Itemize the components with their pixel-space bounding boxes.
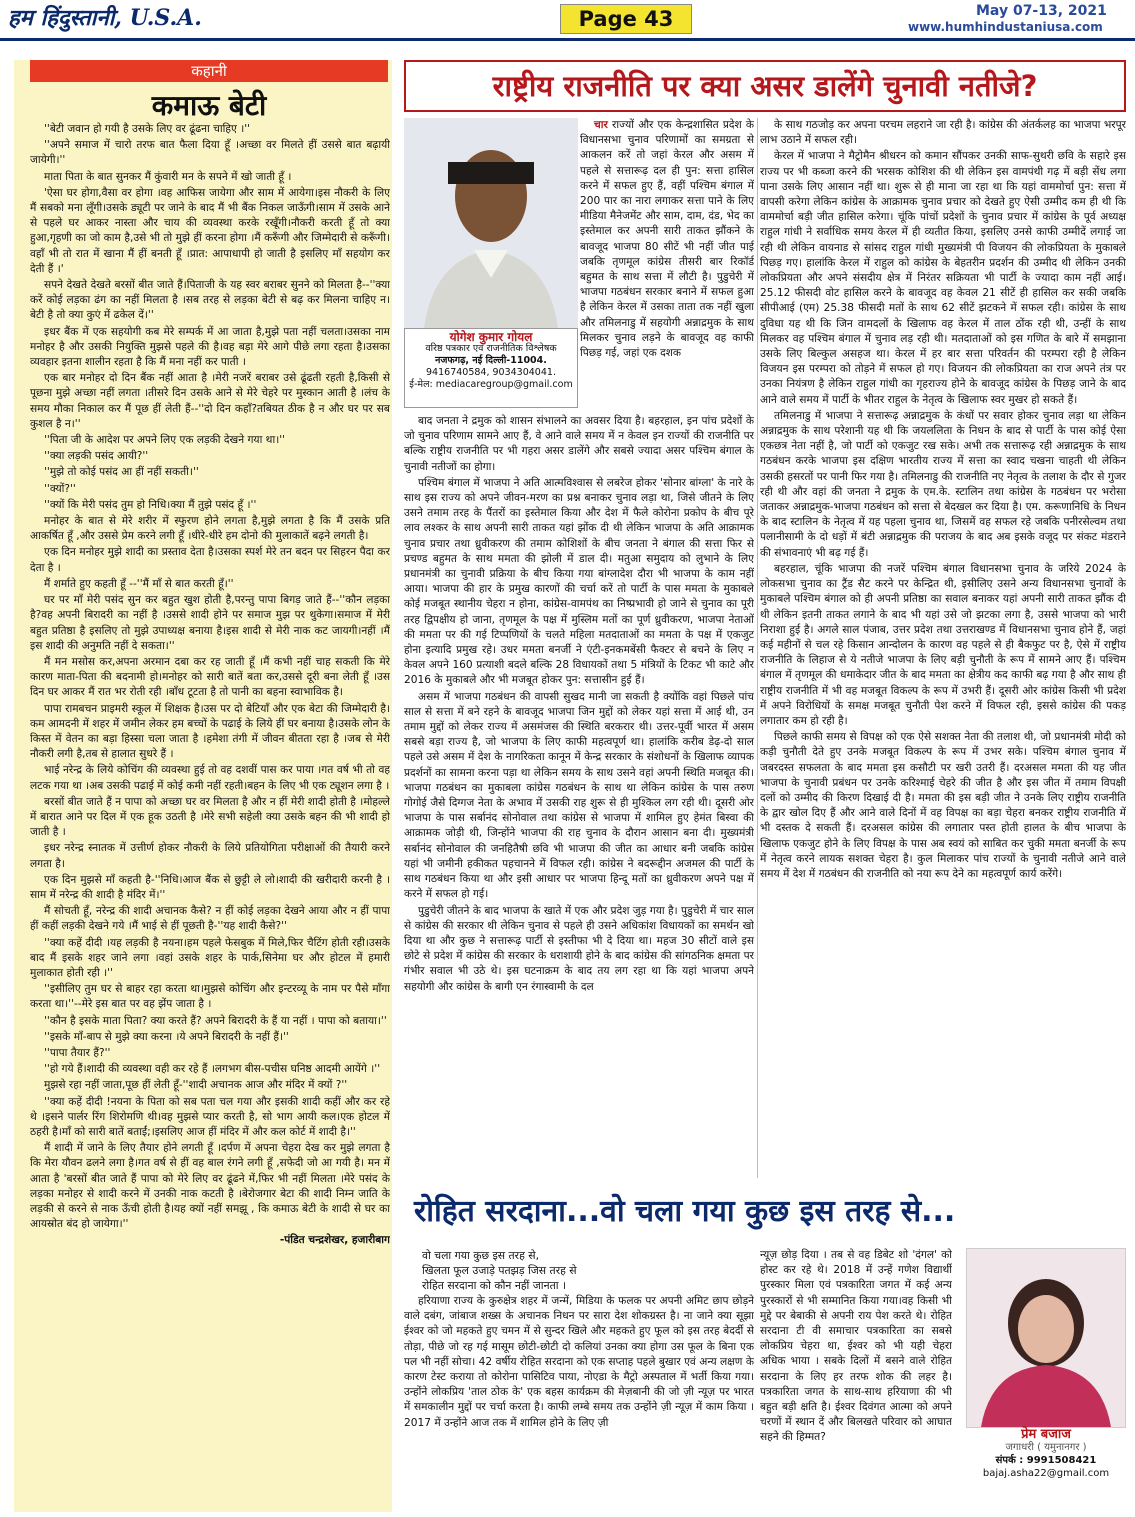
- column-divider: [757, 118, 758, 1178]
- story-paragraph: ''इसीलिए तुम घर से बाहर रहा करता था।मुझसे कोचिंग और इन्टरव्यू के नाम पर पैसे माँगा करता था।''--मेरे इस बात पर वह झेंप जाता है ।: [30, 983, 390, 1011]
- poem-line: रोहित सरदाना को कौन नहीं जानता ।: [422, 1279, 567, 1293]
- story-paragraph: इधर बैंक में एक सहयोगी कब मेरे सम्पर्क में आ जाता है,मुझे पता नहीं चलता।उसका नाम मनोहर है और उसकी नियुक्ति मुझसे पहले की है।वह बड़ा मेरे आगे पीछे लगा रहता है।उसका व्यवहार इतना शालीन रहता है कि मैं मना नहीं कर पाती ।: [30, 325, 390, 369]
- person-icon: [967, 1249, 1125, 1427]
- story-paragraph: ''क्यों?'': [44, 482, 76, 495]
- story-paragraph: एक बार मनोहर दो दिन बैंक नहीं आता है ।मेरी नजरें बराबर उसे ढूंढती रहती है,किसी से पूछना मुझे अच्छा नहीं लगता ।तीसरे दिन उसके आने से मेरे चेहरे पर मुस्कान आती है ।लंच के समय मौका निकाल कर मैं पूछ हीं लेती हैं--''दो दिन कहाँ?तबियत ठीक है न और घर पर सब कुशल है न।'': [30, 372, 390, 430]
- story-paragraph: ''पापा तैयार हैं?'': [44, 1046, 111, 1059]
- contributor-caption: [966, 1428, 1126, 1508]
- story-paragraph: सपने देखते देखते बरसों बीत जाते हैं।पिताजी के यह स्वर बराबर सुनने को मिलता है--''क्या करें कोई लड़का ढंग का नहीं मिलता है ।सब तरह से लड़का बेटी से बढ़ कर मिलना चाहिए न।बेटी है तो क्या कुएं में ढकेल दें।'': [30, 279, 390, 322]
- poem-line: खिलता फूल उजाड़े पतझड़ जिस तरह से: [422, 1264, 577, 1278]
- story-paragraph: मैं सोचती हूँ, नरेन्द्र की शादी अचानक कैसे? न हीं कोई लड़का देखने आया और न हीं पापा हीं कहीं लड़की देखने गये ।मैं भाई से हीं पूछती है-''यह शादी कैसे?'': [30, 905, 390, 933]
- story-paragraph: पापा रामबचन प्राइमरी स्कूल में शिक्षक है।उस पर दो बेटियाँ और एक बेटा की जिम्मेदारी है। कम आमदनी में शहर में जमीन लेकर हम बच्चों के पढाई के लिये हीं घर बनाया है।उसके लोन के किस्त में वेतन का बड़ा हिस्सा चला जाता है ।हमेशा तंगी में जीवन बीतता रहा है ।जब से मेरी नौकरी लगी है,तब से हालात सुधरे हैं ।: [30, 702, 390, 761]
- tribute-text-2: न्यूज़ छोड़ दिया । तब से वह डिबेट शो 'दंगल' को होस्ट कर रहे थे। 2018 में उन्हें गणेश विद्यार्थी पुरस्कार मिला एवं पत्रकारिता जगत में कई अन्य पुरस्कारों से भी सम्मानित किया गया।वह किसी भी मुद्दे पर बेबाकी से अपनी राय पेश करते थे। रोहित सरदाना टी वी समाचार पत्रकारिता का सबसे लोकप्रिय चेहरा था, ईश्वर को भी यही चेहरा अधिक भाया । सबके दिलों में बसने वाले रोहित सरदाना के लिए हर तरफ शोक की लहर है। पत्रकारिता जगत के साथ-साथ हरियाणा की भी बहुत बड़ी क्षति है। ईश्वर दिवंगत आत्मा को अपने चरणों में स्थान दें और बिलखते परिवार को आघात सहने की हिम्मत?: [760, 1249, 952, 1444]
- story-paragraph: मैं शादी में जाने के लिए तैयार होने लगती हूँ ।दर्पण में अपना चेहरा देख कर मुझे लगता है कि मेरा यौवन ढलने लगा है।गत वर्ष से हीं वह बाल रंगने लगी हूँ ,सफेदी जो आ गयी है। मन में आता है 'बरसों बीत जाते हैं पापा को मेरे लिए वर ढूंढने में,फिर भी नहीं मिलता ।मेरे पसंद के लड़का मनोहर से शादी करने में उनकी नाक कटती है ।बेरोजगार बेटा की शादी निम्न जाति के लड़की से करने से नाक ऊँची होती है।यह क्यों नहीं समझू , कि कमाऊ बेटी के शादी से घर का आयस्रोत बंद हो जायेगा।'': [30, 1142, 390, 1231]
- story-paragraph: ''हो गये हैं।शादी की व्यवस्था वही कर रहे हैं ।लगभग बीस-पचीस घनिष्ठ आदमी आयेंगे ।'': [44, 1063, 381, 1076]
- article-intro: राज्यों और एक केन्द्रशासित प्रदेश के विधानसभा चुनाव परिणामों का समग्रता से आकलन करें तो जहां केरल और असम में पहले से सत्तारूढ़ दल ही पुन: सत्ता हासिल करने में सफल हुए हैं, वहीं पश्चिम बंगाल में 200 पार का नारा लगाकर सत्ता पाने के लिए मीडिया मैनेजमेंट और साम, दाम, दंड, भेद का इस्तेमाल कर अपनी सारी ताकत झौंकने के बावजूद भाजपा 80 सीटें भी नहीं जीत पाई जबकि तृणमूल कांग्रेस तीसरी बार रिकॉर्ड बहुमत के साथ सत्ता में लौटी है। पुडुचेरी में भाजपा गठबंधन सरकार बनाने में सफल हुआ है लेकिन केरल में उसका ताता तक नहीं खुला और तमिलनाडु में सहयोगी अन्नाद्रमुक के साथ मिलकर चुनाव लड़ने के बावजूद वह काफी पिछड़ गई, जहां एक दशक: [580, 119, 754, 360]
- article-column-1: [404, 414, 754, 1178]
- article-paragraph: तमिलनाडु में भाजपा ने सत्तारूढ़ अन्नाद्रमुक के कंधों पर सवार होकर चुनाव लड़ा था लेकिन अन्नाद्रमुक के साथ परेशानी यह थी कि जयललिता के निधन के बाद से पार्टी के पास कोई ऐसा एकछत्र नेता नहीं है, जो पार्टी को एकजुट रख सके। अभी तक सत्तारूढ़ रही अन्नाद्रमुक के साथ गठबंधन करके भाजपा इस दक्षिण भारतीय राज्य में सत्ता का स्वाद चखना चाहती थी लेकिन उसकी हसरतों पर पानी फिर गया है। तमिलनाडु की राजनीति नए नेतृत्व के तलाश के दौर से गुजर रही थी और वहां की जनता ने द्रमुक के एम.के. स्टालिन तथा कांग्रेस के गठबंधन पर भरोसा जताकर अन्नाद्रमुक-भाजपा गठबंधन को सत्ता से बेदखल कर दिया है। एम. करूणानिधि के निधन के बाद स्टालिन के नेतृत्व में यह पहला चुनाव था, जिसमें वह सफल रहे जबकि पनीरसेल्वम तथा पलानीसामी के दो धड़ों में बंटी अन्नाद्रमुक की पराजय के बाद अब इसके वजूद पर संकट मंडराने की संभावनाएं भी बढ़ गई हैं।: [760, 409, 1126, 559]
- contributor-phone: संपर्क : 9991508421: [995, 1455, 1097, 1466]
- story-paragraph: ''क्यों कि मेरी पसंद तुम हो निधि।क्या मैं तुझे पसंद हूँ ।'': [44, 498, 257, 511]
- tribute-column-1: [404, 1294, 754, 1504]
- article-paragraph: बहरहाल, चूंकि भाजपा की नजरें पश्चिम बंगाल विधानसभा चुनाव के जरिये 2024 के लोकसभा चुनाव का ट्रैंड सैट करने पर केन्द्रित थी, इसीलिए उसने अन्य विधानसभा चुनावों के मुकाबले पश्चिम बंगाल को ही अपनी प्रतिष्ठा का सवाल बनाकर यहां अपनी सारी ताकत झौंक दी थी लेकिन इतनी ताकत लगाने के बाद भी यहां उसे जो झटका लगा है, उससे भाजपा को भारी निराशा हुई है। अगले साल पंजाब, उत्तर प्रदेश तथा उत्तराखण्ड में विधानसभा चुनाव होने हैं, जहां कई महीनों से चल रहे किसान आन्दोलन के कारण वह पहले से ही बैकफुट पर है, ऐसे में राष्ट्रीय राजनीति के लिहाज से ये नतीजे भाजपा के लिए बड़ी चुनौती के रूप में सामने आए हैं। पश्चिम बंगाल में तृणमूल की धमाकेदार जीत के बाद ममता का क्षेत्रीय कद काफी बढ़ गया है और साथ ही राष्ट्रीय राजनीति में भी वह मजबूत विकल्प के रूप में उभरी हैं। दूसरी ओर कांग्रेस किसी भी प्रदेश में अपने विरोधियों के समक्ष मजबूत चुनौती पेश करने में विफल रही, इससे कांग्रेस की पकड़ लगातार कम हो रही है।: [760, 562, 1126, 727]
- story-paragraph: एक दिन मनोहर मुझे शादी का प्रस्ताव देता है।उसका स्पर्श मेरे तन बदन पर सिहरन पैदा कर देता है ।: [30, 546, 390, 574]
- story-paragraph: ''इसके माँ-बाप से मुझे क्या करना ।ये अपने बिरादरी के नहीं हैं।'': [44, 1030, 289, 1043]
- contributor-location: जगाधरी ( यमुनानगर ): [1005, 1442, 1087, 1453]
- tribute-text: हरियाणा राज्य के कुरुक्षेत्र शहर में जन्में, मिडिया के फलक पर अपनी अमिट छाप छोड़ने वाले दबंग, जांबाज शख्स के अचानक निधन पर सारा देश शोकग्रस्त है। ना जाने क्या सूझा ईश्वर को जो महकते हुए चमन में से सुन्दर खिले और महकते हुए फूल को इस तरह बेदर्दी से तोड़ा, पीछे जो रह गई मासूम छोटी-छोटी दो कलियां उनका क्या होगा उस फूल के बिना एक पल भी नहीं सोचा। 42 वर्षीय रोहित सरदाना को एक सप्ताह पहले बुखार एवं अन्य लक्षण के कारण टेस्ट कराया तो कोरोना पासिटिव पाया, नोएडा के मैट्रो अस्पताल में भर्ती किया गया। उन्होंने लोकप्रिय 'ताल ठोक के' एक बहस कार्यक्रम की मेज़बानी की जो ज़ी न्यूज़ पर भारत में समकालीन मुद्दों पर चर्चा करता है। काफी लम्बे समय तक उन्होंने ज़ी न्यूज़ में काम किया । 2017 में उन्होंने आज तक में शामिल होने के लिए ज़ी: [404, 1295, 754, 1429]
- article-paragraph: बाद जनता ने द्रमुक को शासन संभालने का अवसर दिया है। बहरहाल, इन पांच प्रदेशों के जो चुनाव परिणाम सामने आए हैं, वे आने वाले समय में न केवल इन राज्यों की राजनीति पर बल्कि राष्ट्रीय राजनीति पर भी गहरा असर डालेंगे और सबसे ज्यादा असर पश्चिम बंगाल के चुनावी नतीजों का होगा।: [404, 415, 754, 473]
- author-info: [404, 328, 578, 408]
- story-paragraph: ''कौन है इसके माता पिता? क्या करते हैं? अपने बिरादरी के हैं या नहीं । पापा को बताया।'': [44, 1014, 387, 1027]
- story-paragraph: मनोहर के बात से मेरे शरीर में स्फुरण होने लगता है,मुझे लगता है कि मैं उसके प्रति आकर्षित हूँ ,और उससे प्रेम करने लगी हूँ ।धीरे-धीरे हम दोनो की मुलाकातें बढ़ने लगती है।: [30, 515, 390, 543]
- lead-word: चार: [594, 119, 608, 131]
- article-paragraph: असम में भाजपा गठबंधन की वापसी सुखद मानी जा सकती है क्योंकि वहां पिछले पांच साल से सत्ता में बने रहने के बावजूद भाजपा जिन मुद्दों को लेकर यहां सत्ता में आई थी, उन तमाम मुद्दों को लेकर राज्य में असमंजस की स्थिति बरकरार थी। उत्तर-पूर्वी भारत में असम सबसे बड़ा राज्य है, जो भाजपा के लिए काफी महत्वपूर्ण था। हालांकि करीब डेढ़-दो साल पहले उसे असम में देश के नागरिकता कानून में केन्द्र सरकार के संशोधनों के खिलाफ व्यापक प्रदर्शनों का सामना करना पड़ा था लेकिन समय के साथ उसने वहां अपनी स्थिति मजबूत की। भाजपा गठबंधन का मुकाबला कांग्रेस गठबंधन के साथ था लेकिन कांग्रेस के पास तरुण गोगोई जैसे दिग्गज नेता के अभाव में उसकी राह शुरू से ही मुश्किल लग रही थी। दूसरी ओर भाजपा के पास सर्बानंद सोनोवाल तथा कांग्रेस से भाजपा में शामिल हुए हेमंत बिस्वा की आक्रामक जोड़ी थी, जिन्होंने भाजपा की राह चुनाव के दौरान आसान बना दी। मुख्यमंत्री सर्बानंद सोनोवाल की जनहितैषी छवि भी भाजपा की जीत का आधार बनी जबकि कांग्रेस यहां भी जमीनी हकीकत पहचानने में विफल रही। कांग्रेस ने बदरूद्दीन अजमल की पार्टी के साथ गठबंधन किया था और इसी आधार पर भाजपा हिन्दू मतों का ध्रुवीकरण अपने पक्ष में करने में सफल हो गई।: [404, 690, 754, 901]
- contributor-email[interactable]: bajaj.asha22@gmail.com: [982, 1468, 1110, 1479]
- story-paragraph: ''अपने समाज में चारो तरफ बात फैला दिया हूँ ।अच्छा वर मिलते हीं उससे बात बढ़ायी जायेगी।'': [30, 139, 390, 167]
- story-paragraph: माता पिता के बात सुनकर मैं कुंवारी मन के सपने में खो जाती हूँ ।: [44, 170, 292, 183]
- website-link[interactable]: www.humhindustaniusa.com: [908, 20, 1103, 34]
- contributor-photo: [966, 1248, 1126, 1428]
- story-paragraph: मैं शर्माते हुए कहती हूँ --''मैं माँ से बात करती हूँ।'': [44, 577, 234, 590]
- story-paragraph: ''बेटी जवान हो गयी है उसके लिए वर ढूंढना चाहिए ।'': [44, 123, 251, 135]
- story-paragraph: ''क्या कहें दीदी ।यह लड़की है नयना।हम पहले फेसबुक में मिले,फिर चैटिंग होती रही।उसके बाद मैं इसके शहर जाने लगा ।वहां उसके शहर के पार्क,सिनेमा घर और होटल में हमारी मुलाकात होती रही ।'': [30, 936, 390, 979]
- author-address: नजफगढ़, नई दिल्ली-11004.: [435, 355, 547, 366]
- story-paragraph: बरसों बीत जाते हैं न पापा को अच्छा घर वर मिलता है और न हीं मेरी शादी होती है ।मोहल्ले में बारात आने पर दिल में एक हूक उठती है ।मेरे सभी सहेली क्या उसके बहन की भी शादी हो जाती है ।: [30, 795, 390, 839]
- story-paragraph: भाई नरेन्द्र के लिये कोचिंग की व्यवस्था हुई तो वह दशवीं पास कर पाया ।गत वर्ष भी तो वह लटक गया था ।अब उसकी पढाई में कोई कमी नहीं रहती।बहन के लिए भी एक ट्यूशन लगा है ।: [30, 764, 390, 792]
- story-paragraph: एक दिन मुझसे माँ कहती है-''निधि।आज बैंक से छुट्टी ले लो।शादी की खरीदारी करनी है ।साम में नरेन्द्र की शादी है मंदिर में।'': [30, 873, 390, 901]
- article-paragraph: पिछले काफी समय से विपक्ष को एक ऐसे सशक्त नेता की तलाश थी, जो प्रधानमंत्री मोदी को कड़ी चुनौती देते हुए उनके मजबूत विकल्प के रूप में उभर सके। पश्चिम बंगाल चुनाव में जबरदस्त सफलता के बाद ममता इस कसौटी पर खरी उतरी हैं। दरअसल ममता की यह जीत भाजपा के चुनावी प्रबंधन पर उनके करिश्माई चेहरे की जीत है और इस जीत में तमाम विपक्षी दलों को उम्मीद की किरण दिखाई दी है। ममता की इस बड़ी जीत ने उनके लिए राष्ट्रीय राजनीति के द्वार खोल दिए हैं और आने वाले दिनों में वह विपक्ष का बड़ा चेहरा बनकर राष्ट्रीय राजनीति में भी दस्तक दे सकती हैं। दरअसल कांग्रेस की लगातार पस्त होती हालत के बीच भाजपा के खिलाफ एकजुट होने के लिए विपक्ष के पास अब स्वयं को साबित कर चुकी ममता बनर्जी के रूप में नेतृत्व करने लायक सशक्त चेहरा है। कुल मिलाकर पांच राज्यों के चुनावी नतीजे आने वाले समय में देश में गठबंधन की राजनीति को नया रूप देने का महत्वपूर्ण कार्य करेंगे।: [760, 731, 1126, 880]
- story-paragraph: मुझसे रहा नहीं जाता,पूछ हीं लेती हूँ-''शादी अचानक आज और मंदिर में क्यों ?'': [44, 1079, 348, 1092]
- story-paragraph: घर पर माँ मेरी पसंद सुन कर बहुत खुश होती है,परन्तु पापा बिगड़ जाते हैं--''कौन लड़का है?वह अपनी बिरादरी का नहीं है ।उससे शादी होने पर समाज मुझ पर थुकेगा।समाज में मेरी बहुत प्रतिष्ठा है इसलिए तो मुझे उपाध्यक्ष बनाया है।इस शादी से मेरी नाक कट जायगी।नहीं ।मैं इस शादी की अनुमति नहीं दे सकता।'': [30, 594, 390, 652]
- contributor-name: प्रेम बजाज: [1021, 1427, 1071, 1442]
- article-paragraph: पुडुचेरी जीतने के बाद भाजपा के खाते में एक और प्रदेश जुड़ गया है। पुडुचेरी में चार साल से कांग्रेस की सरकार थी लेकिन चुनाव से पहले ही उसने अधिकांश विधायकों का समर्थन खो दिया था और कुछ ने सत्तारूढ़ पार्टी से इस्तीफा भी दे दिया था। महज 30 सीटों वाले इस छोटे से प्रदेश में कांग्रेस की सरकार के धराशायी होने के बाद कांग्रेस की सांगठनिक क्षमता पर गंभीर सवाल भी उठे थे। इस घटनाक्रम के बाद तय लग रहा था कि यहां भाजपा अपने सहयोगी और कांग्रेस के बागी एन रंगास्वामी के दल: [404, 904, 754, 993]
- article-column-1-top: [580, 118, 754, 414]
- poem-line: वो चला गया कुछ इस तरह से,: [422, 1249, 539, 1262]
- author-phone: 9416740584, 9034304041.: [426, 367, 556, 378]
- main-headline: राष्ट्रीय राजनीति पर क्या असर डालेंगे चुनावी नतीजे?: [404, 60, 1126, 112]
- story-paragraph: ''मुझे तो कोई पसंद आ हीं नहीं सकती।'': [44, 466, 199, 479]
- article-column-2: [760, 118, 1126, 1178]
- author-name: योगेश कुमार गोयल: [449, 330, 533, 344]
- author-role: वरिष्ठ पत्रकार एवं राजनीतिक विश्लेषक: [425, 343, 557, 354]
- second-headline: रोहित सरदाना...वो चला गया कुछ इस तरह से...: [414, 1194, 956, 1229]
- tribute-poem: [422, 1248, 722, 1294]
- paper-name: हम हिंदुस्तानी, U.S.A.: [8, 5, 202, 31]
- story-paragraph: ''क्या कहें दीदी !नयना के पिता को सब पता चल गया और इसकी शादी कहीं और कर रहे थे ।इसने पार्लर रिंग शिरोमणि थी।वह मुझसे प्यार करती है, सो भाग आयी कल।एक होटल में ठहरी है।माँ को सारी बातें बताईं;।इसलिए आज हीं मंदिर में और कल कोर्ट में शादी है।'': [30, 1095, 390, 1138]
- story-byline: -पंडित चन्द्रशेखर, हजारीबाग: [279, 1234, 390, 1247]
- page-number: Page 43: [560, 4, 692, 34]
- article-paragraph: के साथ गठजोड़ कर अपना परचम लहराने जा रही है। कांग्रेस की अंतर्कलह का भाजपा भरपूर लाभ उठाने में सफल रही।: [760, 119, 1126, 147]
- story-paragraph: ''पिता जी के आदेश पर अपने लिए एक लड़की देखने गया था।'': [44, 434, 286, 447]
- story-paragraph: इधर नरेन्द्र स्नातक में उत्तीर्ण होकर नौकरी के लिये प्रतियोगिता परीक्षाओं की तैयारी करने लगता है।: [30, 842, 390, 870]
- article-paragraph: केरल में भाजपा ने मैट्रोमैन श्रीधरन को कमान सौंपकर उनकी साफ-सुथरी छवि के सहारे इस राज्य पर भी कब्जा करने की भरसक कोशिश की थी लेकिन इस वामपंथी गढ़ में बड़ी सेंध लगा पाना उसके लिए आसान नहीं था। शुरू से ही माना जा रहा था कि यहां वाममोर्चा पुन: सत्ता में वापसी करेगा लेकिन कांग्रेस के आक्रामक चुनाव प्रचार को देखते हुए ऐसी उम्मीद कम ही थी कि वाममोर्चा बड़ी जीत हासिल करेगा। चूंकि पांचों प्रदेशों के चुनाव प्रचार में कांग्रेस के पूर्व अध्यक्ष राहुल गांधी ने सर्वाधिक समय केरल में ही व्यतीत किया, इसलिए उनसे काफी उम्मीदें लगाई जा रही थी लेकिन वायनाड से सांसद राहुल गांधी मुख्यमंत्री पी विजयन की लोकप्रियता के मुकाबले पिछड़ गए। हालांकि केरल में राहुल को कांग्रेस के बेहतरीन प्रदर्शन की उम्मीद थी लेकिन उनकी लोकप्रियता और अपने संसदीय क्षेत्र में निरंतर सक्रियता भी पार्टी के ज्यादा काम नहीं आई। 25.12 फीसदी वोट हासिल करने के बावजूद वह केवल 21 सीटें ही हासिल कर सकी जबकि सीपीआई (एम) 25.38 फीसदी मतों के साथ 62 सीटें झटकने में सफल रही। कांग्रेस के साथ दुविधा यह थी कि जिन वामदलों के खिलाफ वह केरल में ताल ठोंक रही थी, उन्हीं के साथ मिलकर वह पश्चिम बंगाल में चुनाव लड़ रही थी। मतदाताओं को इस गणित के बारे में समझाना उसके लिए बिल्कुल असहज था। केरल में हर बार सत्ता परिवर्तन की परम्परा रही है लेकिन विजयन इस परम्परा को तोड़ने में सफल हो गए। विजयन की लोकप्रियता का राज अपने तंत्र पर उनका नियंत्रण है लेकिन राहुल गांधी का गृहराज्य होने के बावजूद कांग्रेस के पिछड़ जाने के बाद आने वाले समय में पार्टी के भीतर राहुल के नेतृत्व के खिलाफ स्वर मुखर हो सकते हैं।: [760, 150, 1126, 406]
- issue-date: May 07-13, 2021: [976, 3, 1107, 19]
- story-body: [30, 122, 390, 1508]
- section-label: कहानी: [30, 60, 388, 82]
- article-paragraph: पश्चिम बंगाल में भाजपा ने अति आत्मविश्वास से लबरेज होकर 'सोनार बांग्ला' के नारे के साथ इस राज्य को अपने जीवन-मरण का प्रश्न बनाकर चुनाव लड़ा था, जिसे जीतने के लिए उसने तमाम तरह के पैंतरों का इस्तेमाल किया और देश में फैले कोरोना प्रकोप के बीच पूरे लाव लश्कर के साथ अपनी सारी ताकत यहां झोंक दी थी लेकिन भाजपा के अति आक्रामक चुनाव प्रचार तथा ध्रुवीकरण की तमाम कोशिशों के बीच जनता ने बंगाल की सत्ता फिर से प्रचण्ड बहुमत के साथ ममता की झोली में डाल दी। मतुआ समुदाय को लुभाने के लिए प्रधानमंत्री का चुनावी प्रक्रिया के बीच किया गया बांग्लादेश दौरा भी भाजपा के काम नहीं आया। भाजपा की हार के प्रमुख कारणों की चर्चा करें तो पार्टी के पास ममता के मुकाबले कोई मजबूत स्थानीय चेहरा न होना, कांग्रेस-वामपंथ का निष्प्रभावी हो जाने से चुनाव का पूरी तरह द्विपक्षीय हो जाना, तृणमूल के पक्ष में मुस्लिम मतों का पूर्ण ध्रुवीकरण, भाजपा नेताओं की ममता पर की गई टिप्पणियों के चलते महिला मतदाताओं का ममता के पक्ष में एकजुट होना इत्यादि प्रमुख रहे। उधर ममता बनर्जी ने एंटी-इनकमबेंसी फैक्टर से बचने के लिए न केवल अपने 160 प्रत्याशी बदले बल्कि 28 विधायकों तथा 5 मंत्रियों के टिकट भी काटे और 2016 के मुकाबले और भी मजबूत होकर पुन: सत्तासीन हुई हैं।: [404, 476, 754, 687]
- story-paragraph: ''क्या लड़की पसंद आयी?'': [44, 450, 149, 463]
- story-title: कमाऊ बेटी: [151, 89, 267, 122]
- tribute-column-2: [760, 1248, 952, 1508]
- person-icon: [404, 118, 578, 328]
- story-paragraph: 'ऐसा घर होगा,वैसा वर होगा ।वह आफिस जायेगा और साम में आयेगा।इस नौकरी के लिए मैं सबको मना लूँगी।उसके ड्यूटी पर जाने के बाद मैं भी बैंक निकल जाऊँगी।साम में उसके आने से पहले घर आकर नास्ता और चाय की व्यवस्था करके रखूँगी।नौकरी करती हूँ तो क्या हुआ,गृहणी का जो काम है,उसे भी तो मुझे हीं करना होगा ।मैं करूँगी और जिम्मेदारी से करूँगी।वहाँ भी तो रात में खाना मैं हीं बनती हूँ ।प्रात: आपाधापी हो जाती है इसलिए माँ सहयोग कर देती हैं ।': [30, 186, 390, 275]
- header-rule: [0, 38, 1135, 41]
- author-photo: [404, 118, 578, 328]
- author-email[interactable]: ई-मेल: mediacaregroup@gmail.com: [409, 379, 573, 390]
- story-paragraph: मैं मन मसोस कर,अपना अरमान दबा कर रह जाती हूँ ।मैं कभी नहीं चाह सकती कि मेरे कारण माता-पिता की बदनामी हो।मनोहर को सारी बातें बता कर,उससे दूरी बना लेती हूँ ।उस दिन घर आकर मैं रात भर रोती रही ।बाँध टूटता है तो पानी का बहना स्वाभाविक है।: [30, 655, 390, 699]
